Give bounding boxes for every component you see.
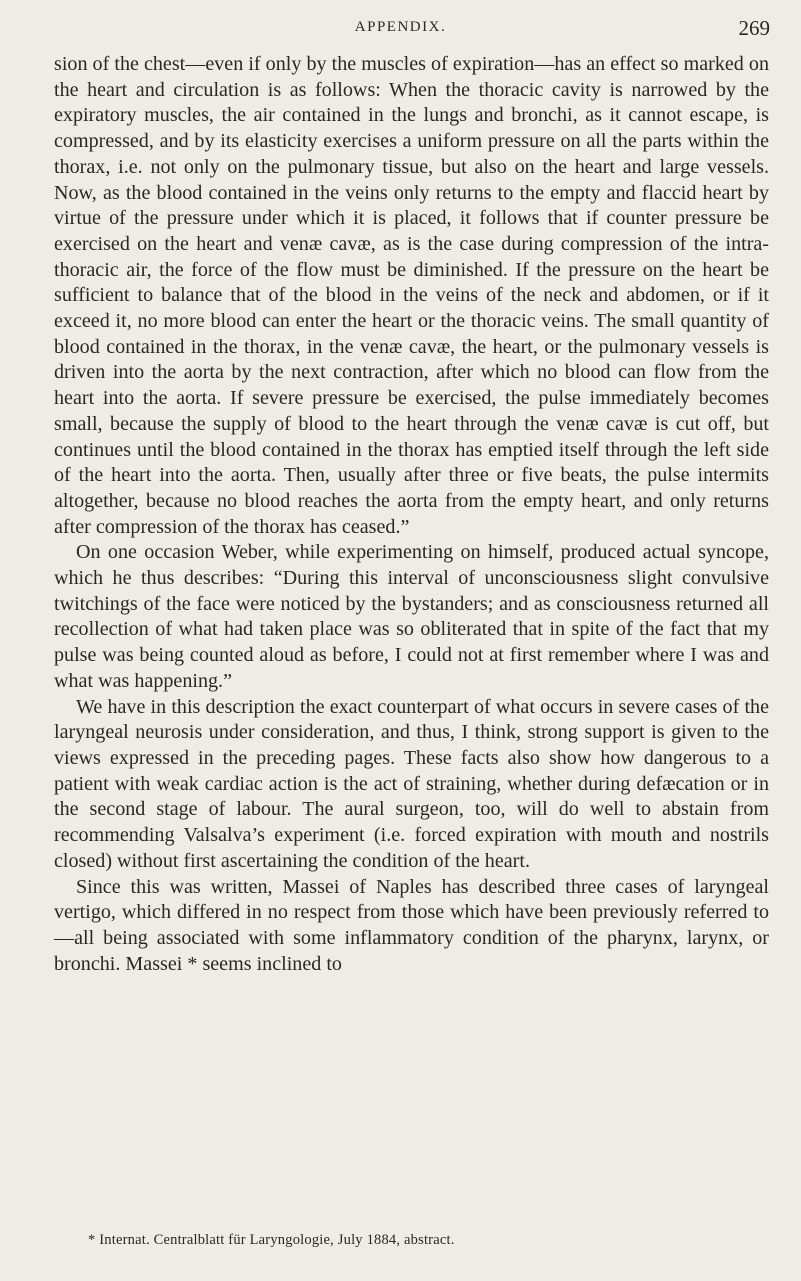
- paragraph-counterpart: We have in this description the exact counterpart of what occurs in severe cases of the laryngeal neurosis under consideration, and thus, I think, strong support is given to the views expressed in the preceding pages. These facts also show how dangerous to a patient with weak cardiac action is the act of straining, whether during defæcation or in the second stage of labour. The aural surgeon, too, will do well to abstain from recommending Valsalva’s experiment (i.e. forced expiration with mouth and nostrils closed) without first ascertaining the condition of the heart.: [54, 695, 769, 872]
- page-number: 269: [738, 16, 770, 40]
- paragraph-massei: Since this was written, Massei of Naples has described three cases of laryngeal vertigo, which differed in no respect from those which have been previously referred to—all being associated with some inflammatory condition of the pharynx, larynx, or bronchi. Massei * seems inclined to: [54, 875, 769, 975]
- running-title: APPENDIX.: [354, 19, 447, 35]
- paragraph-weber-syncope: On one occasion Weber, while experimenting on himself, produced actual syncope, which he thus describes: “During this interval of unconsciousness slight convulsive twitchings of the face were noticed by the bystanders; and as consciousness returned all recollection of what had taken place was so obliterated that in spite of the fact that my pulse was being counted aloud as before, I could not at first remember where I was and what was happening.”: [54, 541, 769, 692]
- body-text: [54, 52, 769, 977]
- running-head: [0, 16, 801, 40]
- footnote: * Internat. Centralblatt für Laryngologie, July 1884, abstract.: [88, 1232, 455, 1248]
- paragraph-continued: sion of the chest—even if only by the muscles of expiration—has an effect so marked on the heart and circulation is as follows: When the thoracic cavity is narrowed by the expiratory muscles, the air contained in the lungs and bronchi, as it cannot escape, is compressed, and by its elasticity exercises a uniform pressure on all the parts within the thorax, i.e. not only on the pulmonary tissue, but also on the heart and large vessels. Now, as the blood contained in the veins only returns to the empty and flaccid heart by virtue of the pressure under which it is placed, it follows that if counter pressure be exercised on the heart and venæ cavæ, as is the case during compression of the intra-thoracic air, the force of the flow must be diminished. If the pressure on the heart be sufficient to balance that of the blood in the veins of the neck and abdomen, or if it exceed it, no more blood can enter the heart or the thoracic veins. The small quantity of blood contained in the thorax, in the venæ cavæ, the heart, or the pulmonary vessels is driven into the aorta by the next contraction, after which no blood can flow from the heart into the aorta. If severe pressure be exercised, the pulse immediately becomes small, because the supply of blood to the heart through the venæ cavæ is cut off, but continues until the blood contained in the thorax has emptied itself through the left side of the heart into the aorta. Then, usually after three or five beats, the pulse intermits altogether, because no blood reaches the aorta from the empty heart, and only returns after compression of the thorax has ceased.”: [54, 53, 769, 538]
